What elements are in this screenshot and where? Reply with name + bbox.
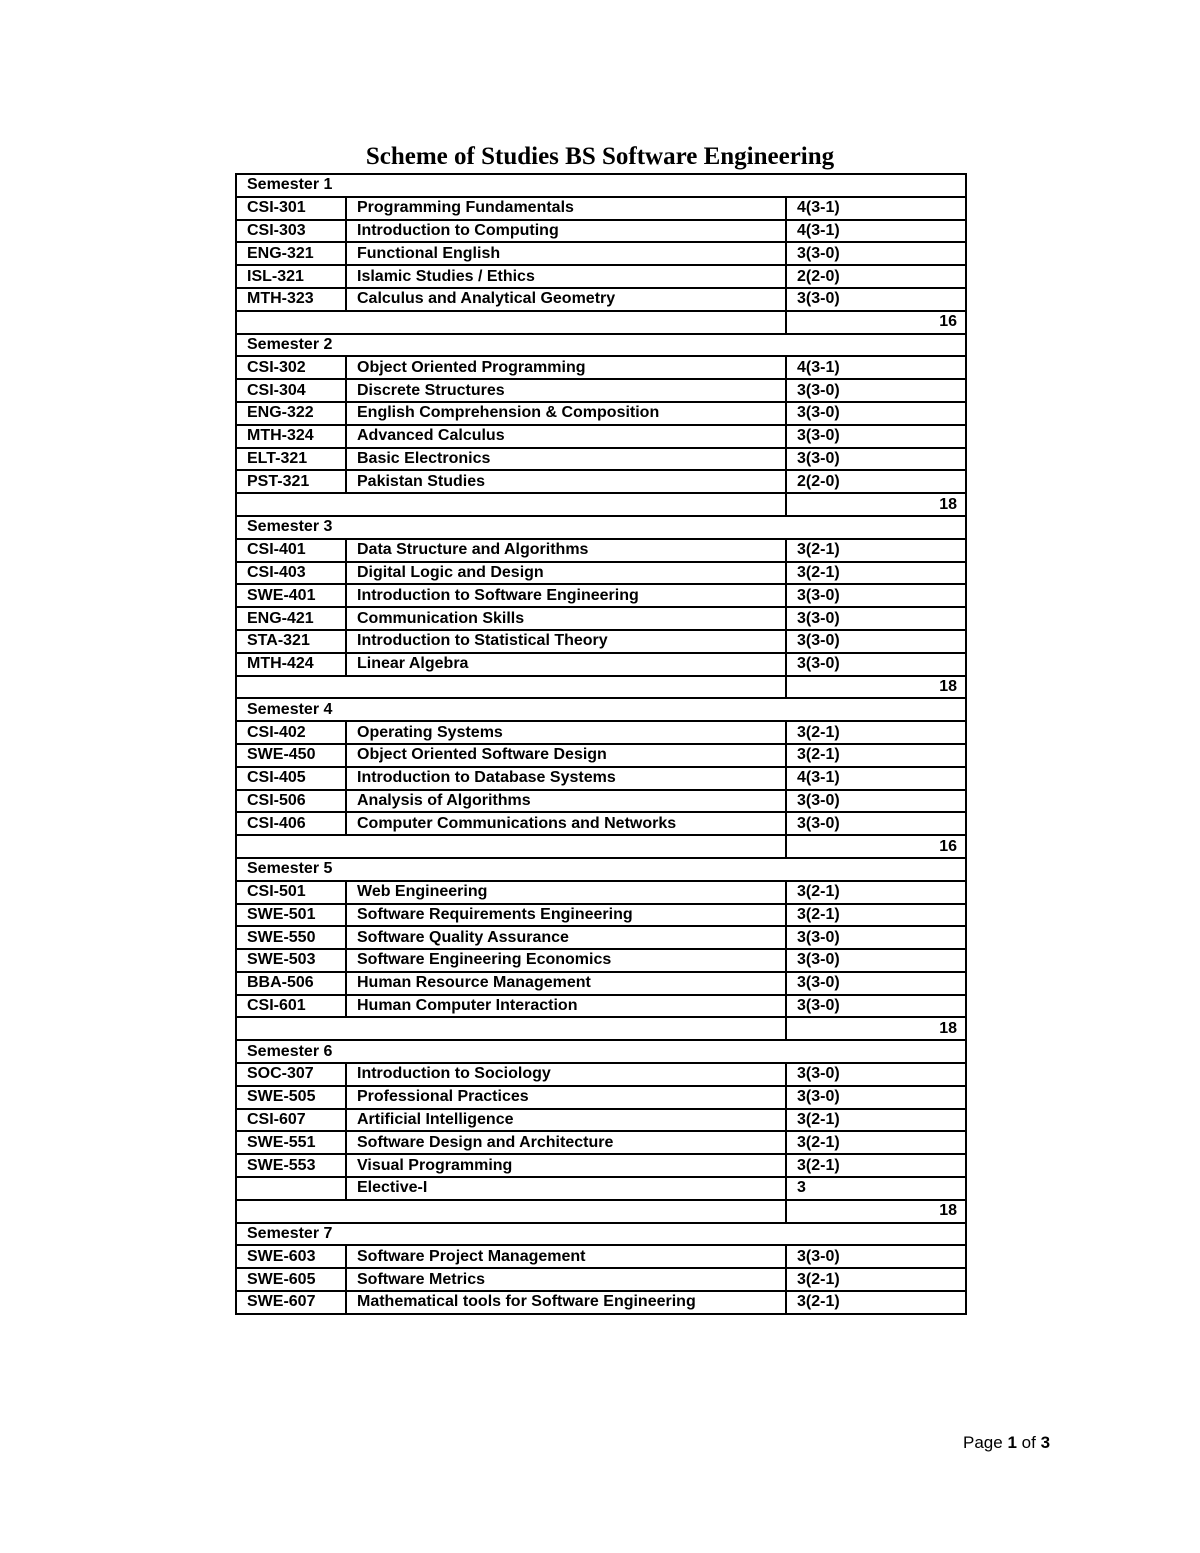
course-title: Human Computer Interaction xyxy=(346,995,786,1018)
of-word: of xyxy=(1021,1433,1036,1452)
course-code: MTH-323 xyxy=(236,288,346,311)
course-row xyxy=(236,539,966,562)
semester-total-row xyxy=(236,311,966,334)
course-code: CSI-401 xyxy=(236,539,346,562)
course-code: ELT-321 xyxy=(236,448,346,471)
course-code: CSI-501 xyxy=(236,881,346,904)
course-row xyxy=(236,1063,966,1086)
course-credits: 3(2-1) xyxy=(786,904,966,927)
course-row xyxy=(236,630,966,653)
course-credits: 3 xyxy=(786,1177,966,1200)
course-credits: 3(3-0) xyxy=(786,812,966,835)
course-row xyxy=(236,1177,966,1200)
course-row xyxy=(236,1109,966,1132)
course-code: SWE-553 xyxy=(236,1154,346,1177)
course-title: Programming Fundamentals xyxy=(346,197,786,220)
semester-label: Semester 6 xyxy=(236,1040,966,1063)
course-code: CSI-601 xyxy=(236,995,346,1018)
course-credits: 3(2-1) xyxy=(786,1154,966,1177)
course-credits: 3(2-1) xyxy=(786,1131,966,1154)
course-row xyxy=(236,812,966,835)
course-title: Introduction to Statistical Theory xyxy=(346,630,786,653)
course-credits: 4(3-1) xyxy=(786,220,966,243)
page-footer xyxy=(963,1432,1050,1454)
course-code: CSI-406 xyxy=(236,812,346,835)
course-row xyxy=(236,926,966,949)
course-title: Calculus and Analytical Geometry xyxy=(346,288,786,311)
semester-total-row xyxy=(236,493,966,516)
course-row xyxy=(236,881,966,904)
course-code: ENG-321 xyxy=(236,242,346,265)
course-credits: 3(3-0) xyxy=(786,379,966,402)
course-title: Analysis of Algorithms xyxy=(346,790,786,813)
course-row xyxy=(236,744,966,767)
course-code: SWE-450 xyxy=(236,744,346,767)
course-code: ENG-421 xyxy=(236,607,346,630)
course-code: CSI-303 xyxy=(236,220,346,243)
course-title: Software Metrics xyxy=(346,1268,786,1291)
total-pages-number: 3 xyxy=(1040,1433,1051,1452)
course-credits: 3(3-0) xyxy=(786,584,966,607)
course-code: SWE-401 xyxy=(236,584,346,607)
course-row xyxy=(236,904,966,927)
semester-header-row xyxy=(236,334,966,357)
semester-label: Semester 4 xyxy=(236,698,966,721)
course-credits: 3(3-0) xyxy=(786,995,966,1018)
course-code: SWE-503 xyxy=(236,949,346,972)
course-row xyxy=(236,1086,966,1109)
course-code: CSI-403 xyxy=(236,562,346,585)
course-code: CSI-405 xyxy=(236,767,346,790)
course-credits: 3(3-0) xyxy=(786,288,966,311)
scheme-of-studies-table xyxy=(235,173,967,1315)
course-code: SWE-550 xyxy=(236,926,346,949)
course-code: ENG-322 xyxy=(236,402,346,425)
semester-total-row xyxy=(236,1200,966,1223)
semester-total-row xyxy=(236,1017,966,1040)
course-credits: 3(3-0) xyxy=(786,949,966,972)
course-title: Web Engineering xyxy=(346,881,786,904)
course-code: BBA-506 xyxy=(236,972,346,995)
course-credits: 3(2-1) xyxy=(786,1109,966,1132)
course-code: CSI-402 xyxy=(236,721,346,744)
course-credits: 3(2-1) xyxy=(786,1291,966,1314)
course-row xyxy=(236,949,966,972)
course-credits: 3(3-0) xyxy=(786,402,966,425)
course-code: SWE-501 xyxy=(236,904,346,927)
semester-total-credits: 18 xyxy=(786,1200,966,1223)
course-code: MTH-324 xyxy=(236,425,346,448)
course-code: CSI-304 xyxy=(236,379,346,402)
course-title: Operating Systems xyxy=(346,721,786,744)
course-title: Artificial Intelligence xyxy=(346,1109,786,1132)
course-title: Linear Algebra xyxy=(346,653,786,676)
course-row xyxy=(236,562,966,585)
course-title: Communication Skills xyxy=(346,607,786,630)
course-credits: 3(3-0) xyxy=(786,1063,966,1086)
course-code: SWE-551 xyxy=(236,1131,346,1154)
course-row xyxy=(236,448,966,471)
course-title: English Comprehension & Composition xyxy=(346,402,786,425)
course-title: Digital Logic and Design xyxy=(346,562,786,585)
course-credits: 3(2-1) xyxy=(786,1268,966,1291)
course-title: Advanced Calculus xyxy=(346,425,786,448)
course-credits: 3(2-1) xyxy=(786,721,966,744)
course-credits: 3(3-0) xyxy=(786,630,966,653)
course-title: Human Resource Management xyxy=(346,972,786,995)
course-title: Software Requirements Engineering xyxy=(346,904,786,927)
course-credits: 4(3-1) xyxy=(786,356,966,379)
semester-label: Semester 5 xyxy=(236,858,966,881)
course-credits: 3(3-0) xyxy=(786,242,966,265)
course-row xyxy=(236,653,966,676)
total-spacer xyxy=(236,493,786,516)
semester-total-credits: 18 xyxy=(786,493,966,516)
course-title: Software Quality Assurance xyxy=(346,926,786,949)
course-row xyxy=(236,470,966,493)
course-credits: 2(2-0) xyxy=(786,265,966,288)
course-credits: 3(3-0) xyxy=(786,972,966,995)
course-credits: 3(3-0) xyxy=(786,653,966,676)
course-title: Software Engineering Economics xyxy=(346,949,786,972)
total-spacer xyxy=(236,676,786,699)
page-title: Scheme of Studies BS Software Engineering xyxy=(365,143,835,170)
course-code: SWE-505 xyxy=(236,1086,346,1109)
course-title: Basic Electronics xyxy=(346,448,786,471)
course-credits: 4(3-1) xyxy=(786,197,966,220)
course-row xyxy=(236,1268,966,1291)
semester-header-row xyxy=(236,698,966,721)
course-credits: 3(2-1) xyxy=(786,562,966,585)
course-title: Functional English xyxy=(346,242,786,265)
course-credits: 3(3-0) xyxy=(786,607,966,630)
course-title: Visual Programming xyxy=(346,1154,786,1177)
page-word: Page xyxy=(963,1433,1003,1452)
course-row xyxy=(236,790,966,813)
course-credits: 3(2-1) xyxy=(786,539,966,562)
course-row xyxy=(236,425,966,448)
course-title: Introduction to Software Engineering xyxy=(346,584,786,607)
course-row xyxy=(236,197,966,220)
course-row xyxy=(236,402,966,425)
course-row xyxy=(236,721,966,744)
total-spacer xyxy=(236,835,786,858)
course-credits: 3(2-1) xyxy=(786,744,966,767)
course-credits: 3(3-0) xyxy=(786,425,966,448)
course-title: Object Oriented Software Design xyxy=(346,744,786,767)
total-spacer xyxy=(236,311,786,334)
course-credits: 3(3-0) xyxy=(786,448,966,471)
course-title: Discrete Structures xyxy=(346,379,786,402)
course-row xyxy=(236,288,966,311)
course-row xyxy=(236,972,966,995)
semester-label: Semester 1 xyxy=(236,174,966,197)
course-row xyxy=(236,607,966,630)
course-code: SWE-603 xyxy=(236,1245,346,1268)
semester-header-row xyxy=(236,1040,966,1063)
total-spacer xyxy=(236,1200,786,1223)
course-credits: 3(3-0) xyxy=(786,926,966,949)
semester-label: Semester 3 xyxy=(236,516,966,539)
course-credits: 3(3-0) xyxy=(786,1086,966,1109)
semester-label: Semester 2 xyxy=(236,334,966,357)
course-row xyxy=(236,1154,966,1177)
course-credits: 3(2-1) xyxy=(786,881,966,904)
course-code: SWE-607 xyxy=(236,1291,346,1314)
course-title: Computer Communications and Networks xyxy=(346,812,786,835)
course-title: Introduction to Computing xyxy=(346,220,786,243)
course-code: CSI-302 xyxy=(236,356,346,379)
course-credits: 4(3-1) xyxy=(786,767,966,790)
course-row xyxy=(236,995,966,1018)
course-code: SOC-307 xyxy=(236,1063,346,1086)
course-row xyxy=(236,1131,966,1154)
course-code: STA-321 xyxy=(236,630,346,653)
course-code: MTH-424 xyxy=(236,653,346,676)
course-title: Software Project Management xyxy=(346,1245,786,1268)
semester-header-row xyxy=(236,1223,966,1246)
course-credits: 3(3-0) xyxy=(786,1245,966,1268)
course-title: Introduction to Database Systems xyxy=(346,767,786,790)
course-code: SWE-605 xyxy=(236,1268,346,1291)
course-code xyxy=(236,1177,346,1200)
course-row xyxy=(236,379,966,402)
current-page-number: 1 xyxy=(1007,1433,1017,1452)
course-row xyxy=(236,767,966,790)
course-code: CSI-607 xyxy=(236,1109,346,1132)
course-title: Professional Practices xyxy=(346,1086,786,1109)
semester-total-credits: 16 xyxy=(786,311,966,334)
scheme-table-body xyxy=(236,174,966,1314)
course-title: Elective-I xyxy=(346,1177,786,1200)
course-code: CSI-506 xyxy=(236,790,346,813)
course-row xyxy=(236,356,966,379)
course-title: Pakistan Studies xyxy=(346,470,786,493)
course-row xyxy=(236,265,966,288)
course-title: Object Oriented Programming xyxy=(346,356,786,379)
semester-header-row xyxy=(236,516,966,539)
course-row xyxy=(236,584,966,607)
semester-total-credits: 16 xyxy=(786,835,966,858)
semester-total-row xyxy=(236,676,966,699)
semester-header-row xyxy=(236,858,966,881)
semester-total-credits: 18 xyxy=(786,1017,966,1040)
total-spacer xyxy=(236,1017,786,1040)
course-title: Islamic Studies / Ethics xyxy=(346,265,786,288)
course-code: CSI-301 xyxy=(236,197,346,220)
course-title: Mathematical tools for Software Engineering xyxy=(346,1291,786,1314)
course-row xyxy=(236,1291,966,1314)
course-row xyxy=(236,1245,966,1268)
semester-total-row xyxy=(236,835,966,858)
course-title: Data Structure and Algorithms xyxy=(346,539,786,562)
course-row xyxy=(236,220,966,243)
semester-total-credits: 18 xyxy=(786,676,966,699)
course-credits: 3(3-0) xyxy=(786,790,966,813)
course-title: Introduction to Sociology xyxy=(346,1063,786,1086)
course-row xyxy=(236,242,966,265)
course-title: Software Design and Architecture xyxy=(346,1131,786,1154)
course-credits: 2(2-0) xyxy=(786,470,966,493)
course-code: ISL-321 xyxy=(236,265,346,288)
semester-header-row xyxy=(236,174,966,197)
semester-label: Semester 7 xyxy=(236,1223,966,1246)
course-code: PST-321 xyxy=(236,470,346,493)
